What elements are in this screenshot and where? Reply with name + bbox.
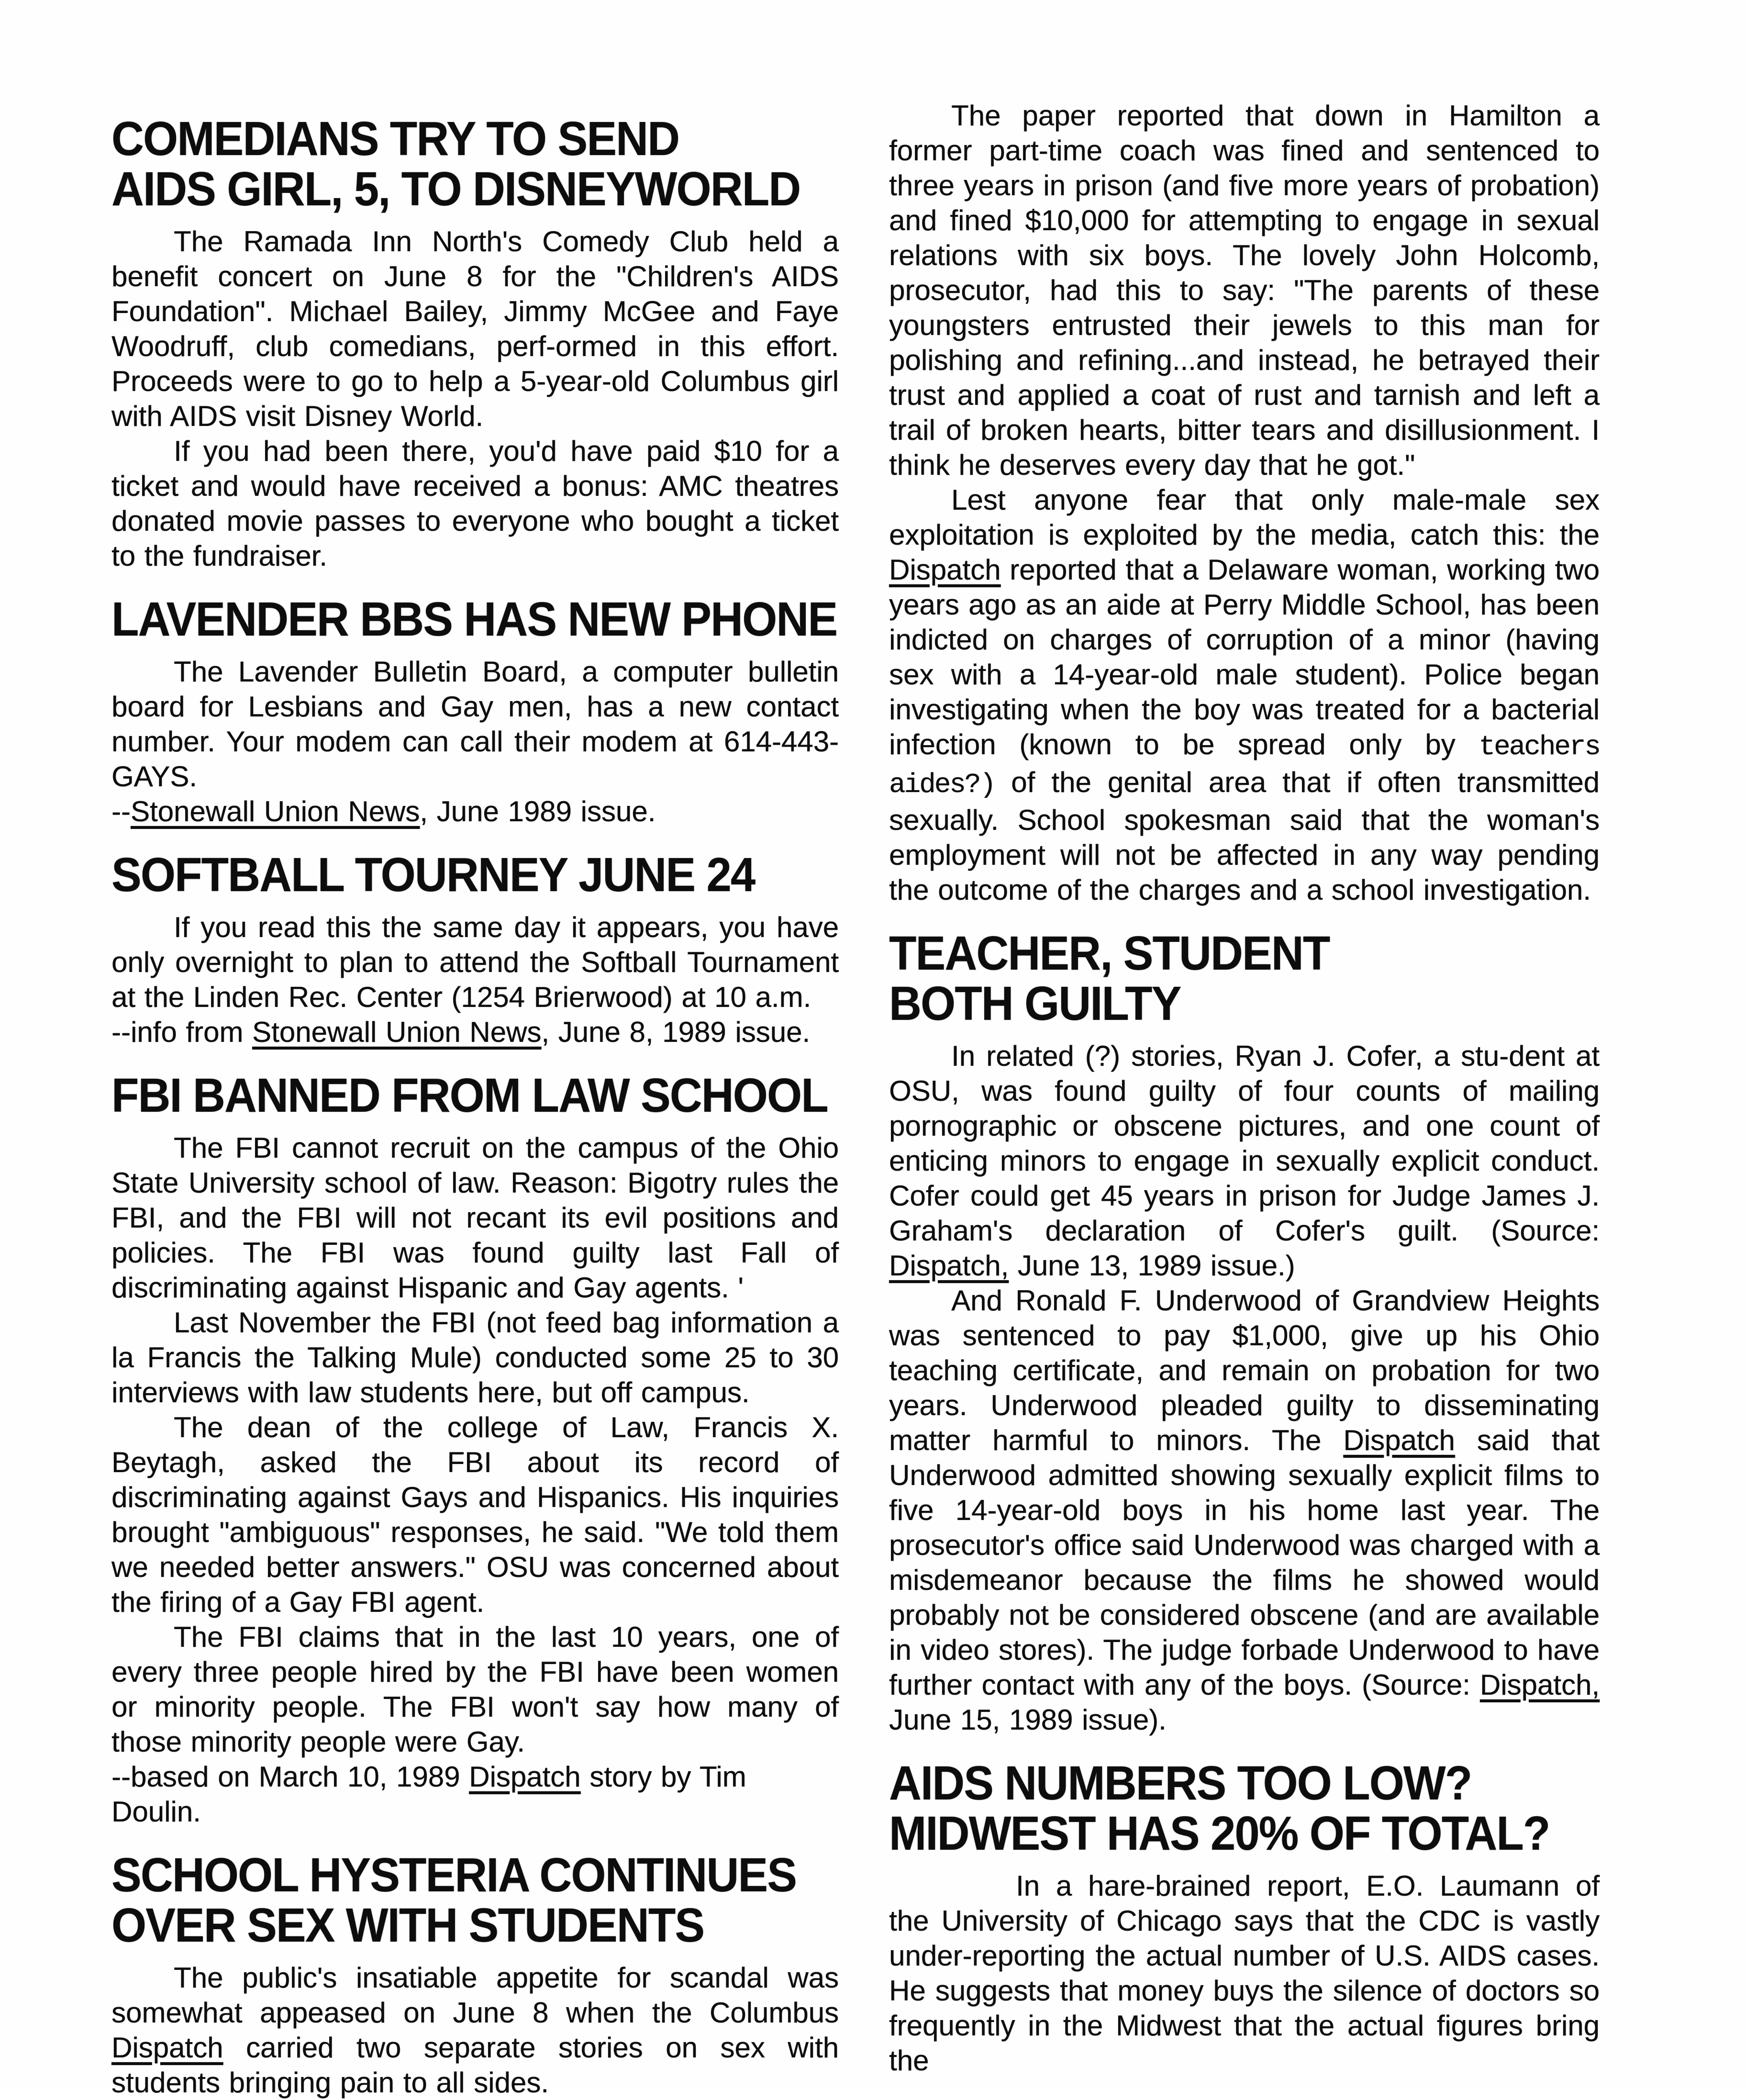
text-run: , June 1989 issue. [420, 795, 656, 827]
article-paragraph [111, 910, 839, 1015]
source-citation: Dispatch [111, 2032, 223, 2064]
text-run: In a hare-brained report, E.O. Laumann of the University of Chicago says that the CDC is vastly under-reporting the actual number of U.S. AIDS cases. He suggests that money buys the silence of doctors so frequently in the Midwest that the actual figures bring the [889, 1870, 1600, 2077]
text-run: The FBI cannot recruit on the campus of the Ohio State University school of law. Reason: Bigotry rules the FBI, and the FBI will not recant its evil positions and policies. The FBI was found guilty last Fall of discriminating against Hispanic and Gay agents. ' [111, 1132, 839, 1304]
article-heading-line: MIDWEST HAS 20% OF TOTAL? [889, 1807, 1550, 1860]
text-run: June 15, 1989 issue). [889, 1704, 1167, 1736]
article-heading-line: FBI BANNED FROM LAW SCHOOL [111, 1069, 828, 1122]
article-heading [111, 592, 837, 646]
text-run: Lest anyone fear that only male-male sex exploitation is exploited by the media, catch this: the [889, 484, 1600, 551]
text-run: story by Tim Doulin. [111, 1761, 746, 1828]
text-run: reported that a Delaware woman, working two years ago as an aide at Perry Middle School, has been indicted on charges of corruption of a minor (having sex with a 14-year-old male student). Police began investigating when the boy was treated for a bacterial infection (known to be spread only by [889, 554, 1600, 760]
article-paragraph [889, 98, 1600, 482]
article-paragraph [111, 1305, 839, 1410]
source-citation: Dispatch [469, 1761, 581, 1793]
source-citation: Dispatch, [889, 1250, 1009, 1282]
right-column [889, 98, 1600, 2078]
article-paragraph [111, 1620, 839, 1759]
source-citation: Dispatch [889, 554, 1001, 586]
source-citation: Dispatch, [1479, 1669, 1600, 1701]
article-heading-line: SOFTBALL TOURNEY JUNE 24 [111, 848, 755, 902]
article-heading [111, 1850, 795, 1951]
article-heading-line: AIDS GIRL, 5, TO DISNEYWORLD [111, 162, 801, 216]
left-column [111, 114, 839, 2100]
credit-line [111, 1759, 839, 1829]
text-run: The public's insatiable appetite for scandal was somewhat appeased on June 8 when the Columbus [111, 1962, 839, 2029]
article-heading [889, 928, 1557, 1029]
article-paragraph [889, 1283, 1600, 1737]
article-paragraph [111, 1130, 839, 1305]
text-run: carried two separate stories on sex with students bringing pain to all sides. [111, 2032, 839, 2099]
article-heading-line: OVER SEX WITH STUDENTS [111, 1899, 704, 1952]
text-run: Last November the FBI (not feed bag information a la Francis the Talking Mule) conducted some 25 to 30 interviews with law students here, but off campus. [111, 1307, 839, 1408]
article-heading-line: BOTH GUILTY [889, 977, 1181, 1030]
article-paragraph [889, 1039, 1600, 1283]
text-run: The paper reported that down in Hamilton a former part-time coach was fined and sentenced to three years in prison (and five more years of probation) and fined $10,000 for attempting to engage in sexual relations with six boys. The lovely John Holcomb, prosecutor, had this to say: "The parents of these youngsters entrusted their jewels to this man for polishing and refining...and instead, he betrayed their trust and applied a coat of rust and tarnish and left a trail of broken hearts, bitter tears and disillusionment. I think he deserves every day that he got." [889, 100, 1600, 481]
text-run: --based on March 10, 1989 [111, 1761, 469, 1793]
article-heading-line: COMEDIANS TRY TO SEND [111, 112, 679, 166]
text-run: The FBI claims that in the last 10 years, one of every three people hired by the FBI have been women or minority people. The FBI won't say how many of those minority people were Gay. [111, 1621, 839, 1758]
text-run: --info from [111, 1016, 253, 1048]
article-paragraph [111, 224, 839, 434]
article-heading [111, 112, 801, 216]
text-run: If you read this the same day it appears, you have only overnight to plan to attend the Softball Tournament at the Linden Rec. Center (1254 Brierwood) at 10 a.m. [111, 911, 839, 1013]
article-paragraph [111, 654, 839, 794]
text-run: The dean of the college of Law, Francis X. Beytagh, asked the FBI about its record of discriminating against Gays and Hispanics. His inquiries brought "ambiguous" responses, he said. "We told them we needed better answers." OSU was concerned about the firing of a Gay FBI agent. [111, 1411, 839, 1618]
source-citation: Stonewall Union News [252, 1016, 542, 1048]
article-heading-line: TEACHER, STUDENT [889, 927, 1330, 980]
text-run: And Ronald F. Underwood of Grandview Heights was sentenced to pay $1,000, give up his Ohio teaching certificate, and remain on probation for two years. Underwood pleaded guilty to disseminating matter harmful to minors. The [889, 1285, 1600, 1456]
article-heading [111, 850, 795, 900]
article-paragraph [889, 482, 1600, 907]
text-run: of the genital area that if often transmitted sexually. School spokesman said that the woman's employment will not be affected in any way pending the outcome of the charges and a school investigation. [889, 766, 1600, 906]
text-run: If you had been there, you'd have paid $10 for a ticket and would have received a bonus: AMC theatres donated movie passes to everyone who bought a ticket to the fundraiser. [111, 435, 839, 572]
typewriter-text: teachers aides?) [889, 732, 1600, 801]
article-heading-line: AIDS NUMBERS TOO LOW? [889, 1756, 1472, 1810]
article-paragraph [111, 1410, 839, 1620]
text-run: The Lavender Bulletin Board, a computer bulletin board for Lesbians and Gay men, has a new contact number. Your modem can call their modem at 614-443-GAYS. [111, 656, 839, 793]
article-heading [889, 1758, 1557, 1859]
article-paragraph [111, 1960, 839, 2100]
source-citation: Stonewall Union News [130, 795, 420, 827]
text-run: The Ramada Inn North's Comedy Club held a benefit concert on June 8 for the "Children's AIDS Foundation". Michael Bailey, Jimmy McGee and Faye Woodruff, club comedians, perf-ormed in this effort. Proceeds were to go to help a 5-year-old Columbus girl with AIDS visit Disney World. [111, 225, 839, 432]
article-heading-line: LAVENDER BBS HAS NEW PHONE [111, 592, 837, 646]
credit-line [111, 1015, 839, 1050]
text-run: , June 8, 1989 issue. [541, 1016, 811, 1048]
source-citation: Dispatch [1343, 1424, 1455, 1456]
text-run: said that Underwood admitted showing sexually explicit films to five 14-year-old boys in his home last year. The prosecutor's office said Underwood was charged with a misdemeanor because the films he showed would probably not be considered obscene (and are available in video stores). The judge forbade Underwood to have further contact with any of the boys. (Source: [889, 1424, 1600, 1701]
article-heading [111, 1069, 828, 1122]
text-run: In related (?) stories, Ryan J. Cofer, a stu-dent at OSU, was found guilty of four counts of mailing pornographic or obscene pictures, and one count of enticing minors to engage in sexually explicit conduct. Cofer could get 45 years in prison for Judge James J. Graham's declaration of Cofer's guilt. (Source: [889, 1040, 1600, 1247]
article-paragraph [889, 1868, 1600, 2078]
text-run: -- [111, 795, 131, 827]
article-heading-line: SCHOOL HYSTERIA CONTINUES [111, 1848, 797, 1902]
credit-line [111, 794, 839, 829]
text-run: June 13, 1989 issue.) [1009, 1250, 1295, 1282]
article-paragraph [111, 434, 839, 573]
